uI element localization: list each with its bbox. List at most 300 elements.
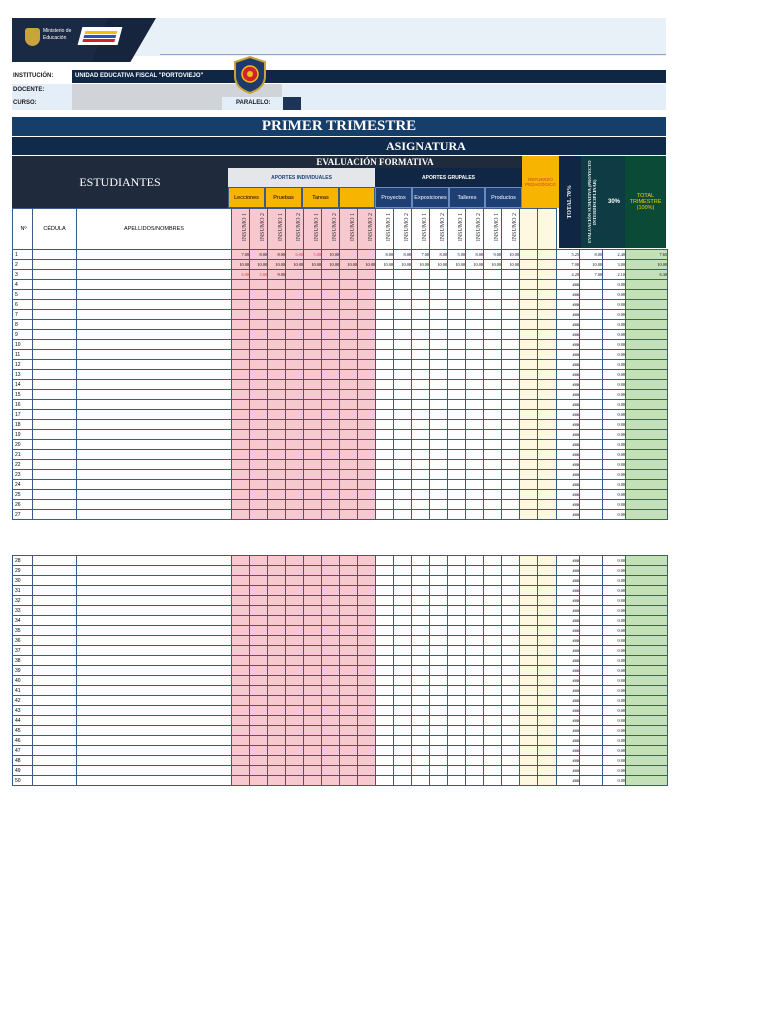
score-cell[interactable] (268, 380, 286, 390)
score-cell[interactable] (268, 586, 286, 596)
score-cell[interactable] (448, 616, 466, 626)
cedula-cell[interactable] (33, 606, 77, 616)
score-cell[interactable] (376, 726, 394, 736)
score-cell[interactable] (340, 340, 358, 350)
score-cell[interactable] (448, 606, 466, 616)
cedula-cell[interactable] (33, 290, 77, 300)
score-cell[interactable] (358, 666, 376, 676)
score-cell[interactable] (448, 510, 466, 520)
score-cell[interactable] (412, 766, 430, 776)
score-cell[interactable]: 6.00 (286, 250, 304, 260)
refuerzo-cell[interactable] (520, 430, 538, 440)
score-cell[interactable] (502, 310, 520, 320)
refuerzo-cell[interactable] (538, 646, 557, 656)
score-cell[interactable] (412, 450, 430, 460)
refuerzo-cell[interactable] (538, 280, 557, 290)
refuerzo-cell[interactable] (538, 300, 557, 310)
score-cell[interactable] (268, 726, 286, 736)
score-cell[interactable] (394, 310, 412, 320)
sumativa-cell[interactable] (580, 330, 603, 340)
score-cell[interactable] (394, 736, 412, 746)
refuerzo-cell[interactable] (538, 576, 557, 586)
score-cell[interactable] (466, 360, 484, 370)
score-cell[interactable] (376, 400, 394, 410)
score-cell[interactable] (304, 370, 322, 380)
nombre-cell[interactable] (77, 636, 232, 646)
nombre-cell[interactable] (77, 320, 232, 330)
score-cell[interactable] (232, 430, 250, 440)
score-cell[interactable] (232, 370, 250, 380)
score-cell[interactable] (376, 300, 394, 310)
score-cell[interactable] (448, 450, 466, 460)
score-cell[interactable] (394, 270, 412, 280)
cedula-cell[interactable] (33, 736, 77, 746)
score-cell[interactable]: 10.00 (268, 260, 286, 270)
score-cell[interactable] (394, 500, 412, 510)
score-cell[interactable] (412, 706, 430, 716)
score-cell[interactable] (268, 280, 286, 290)
score-cell[interactable] (322, 626, 340, 636)
refuerzo-cell[interactable] (520, 696, 538, 706)
score-cell[interactable] (448, 500, 466, 510)
nombre-cell[interactable] (77, 596, 232, 606)
score-cell[interactable] (466, 300, 484, 310)
score-cell[interactable] (358, 480, 376, 490)
score-cell[interactable]: 7.00 (232, 250, 250, 260)
score-cell[interactable] (448, 636, 466, 646)
score-cell[interactable] (394, 340, 412, 350)
score-cell[interactable] (394, 756, 412, 766)
score-cell[interactable] (358, 390, 376, 400)
refuerzo-cell[interactable] (538, 706, 557, 716)
score-cell[interactable] (322, 616, 340, 626)
score-cell[interactable] (502, 556, 520, 566)
score-cell[interactable] (250, 586, 268, 596)
score-cell[interactable] (304, 280, 322, 290)
score-cell[interactable] (448, 280, 466, 290)
nombre-cell[interactable] (77, 626, 232, 636)
score-cell[interactable] (340, 736, 358, 746)
score-cell[interactable] (484, 390, 502, 400)
nombre-cell[interactable] (77, 480, 232, 490)
score-cell[interactable] (322, 290, 340, 300)
score-cell[interactable] (448, 686, 466, 696)
score-cell[interactable] (232, 460, 250, 470)
score-cell[interactable] (466, 706, 484, 716)
score-cell[interactable] (340, 576, 358, 586)
nombre-cell[interactable] (77, 576, 232, 586)
score-cell[interactable] (394, 420, 412, 430)
score-cell[interactable] (358, 766, 376, 776)
refuerzo-cell[interactable] (520, 626, 538, 636)
score-cell[interactable] (286, 500, 304, 510)
score-cell[interactable] (322, 480, 340, 490)
refuerzo-cell[interactable] (538, 410, 557, 420)
score-cell[interactable] (286, 606, 304, 616)
score-cell[interactable] (502, 460, 520, 470)
score-cell[interactable] (304, 470, 322, 480)
score-cell[interactable] (394, 400, 412, 410)
score-cell[interactable] (466, 380, 484, 390)
score-cell[interactable] (394, 746, 412, 756)
score-cell[interactable] (394, 350, 412, 360)
score-cell[interactable] (394, 776, 412, 786)
cedula-cell[interactable] (33, 460, 77, 470)
score-cell[interactable] (484, 480, 502, 490)
nombre-cell[interactable] (77, 470, 232, 480)
score-cell[interactable] (502, 270, 520, 280)
score-cell[interactable] (412, 470, 430, 480)
score-cell[interactable] (484, 430, 502, 440)
score-cell[interactable] (466, 280, 484, 290)
score-cell[interactable] (268, 626, 286, 636)
score-cell[interactable] (232, 606, 250, 616)
score-cell[interactable] (304, 746, 322, 756)
score-cell[interactable] (466, 420, 484, 430)
score-cell[interactable] (448, 370, 466, 380)
sumativa-cell[interactable] (580, 370, 603, 380)
nombre-cell[interactable] (77, 556, 232, 566)
nombre-cell[interactable] (77, 410, 232, 420)
score-cell[interactable] (484, 576, 502, 586)
score-cell[interactable]: 10.00 (286, 260, 304, 270)
score-cell[interactable] (304, 736, 322, 746)
score-cell[interactable] (322, 686, 340, 696)
nombre-cell[interactable] (77, 420, 232, 430)
score-cell[interactable] (250, 420, 268, 430)
score-cell[interactable] (484, 626, 502, 636)
sumativa-cell[interactable]: 7.00 (580, 270, 603, 280)
score-cell[interactable] (502, 606, 520, 616)
score-cell[interactable] (502, 736, 520, 746)
score-cell[interactable] (286, 320, 304, 330)
score-cell[interactable] (412, 270, 430, 280)
score-cell[interactable] (268, 410, 286, 420)
score-cell[interactable] (466, 320, 484, 330)
cedula-cell[interactable] (33, 726, 77, 736)
score-cell[interactable] (250, 410, 268, 420)
score-cell[interactable] (286, 576, 304, 586)
score-cell[interactable] (376, 450, 394, 460)
refuerzo-cell[interactable] (538, 420, 557, 430)
score-cell[interactable] (358, 626, 376, 636)
score-cell[interactable]: 10.00 (250, 260, 268, 270)
score-cell[interactable] (394, 586, 412, 596)
score-cell[interactable] (232, 706, 250, 716)
score-cell[interactable] (250, 290, 268, 300)
score-cell[interactable] (358, 460, 376, 470)
score-cell[interactable] (268, 736, 286, 746)
score-cell[interactable] (286, 696, 304, 706)
score-cell[interactable] (484, 676, 502, 686)
nombre-cell[interactable] (77, 510, 232, 520)
score-cell[interactable]: 8.00 (430, 250, 448, 260)
score-cell[interactable] (466, 410, 484, 420)
score-cell[interactable] (322, 450, 340, 460)
cedula-cell[interactable] (33, 636, 77, 646)
score-cell[interactable] (304, 460, 322, 470)
score-cell[interactable] (502, 616, 520, 626)
score-cell[interactable]: 9.00 (484, 250, 502, 260)
score-cell[interactable] (412, 400, 430, 410)
refuerzo-cell[interactable] (520, 616, 538, 626)
refuerzo-cell[interactable] (520, 420, 538, 430)
refuerzo-cell[interactable] (520, 666, 538, 676)
cedula-cell[interactable] (33, 696, 77, 706)
score-cell[interactable] (394, 626, 412, 636)
cedula-cell[interactable] (33, 310, 77, 320)
score-cell[interactable] (268, 576, 286, 586)
score-cell[interactable] (358, 270, 376, 280)
score-cell[interactable] (412, 686, 430, 696)
score-cell[interactable] (250, 460, 268, 470)
score-cell[interactable]: 10.00 (448, 260, 466, 270)
score-cell[interactable] (250, 280, 268, 290)
refuerzo-cell[interactable] (520, 450, 538, 460)
refuerzo-cell[interactable] (538, 766, 557, 776)
score-cell[interactable] (412, 350, 430, 360)
score-cell[interactable] (466, 736, 484, 746)
score-cell[interactable] (412, 756, 430, 766)
score-cell[interactable] (448, 320, 466, 330)
score-cell[interactable] (430, 726, 448, 736)
score-cell[interactable] (358, 636, 376, 646)
score-cell[interactable] (322, 340, 340, 350)
score-cell[interactable] (430, 606, 448, 616)
score-cell[interactable] (412, 666, 430, 676)
score-cell[interactable] (250, 556, 268, 566)
score-cell[interactable] (340, 300, 358, 310)
score-cell[interactable] (286, 330, 304, 340)
score-cell[interactable] (502, 360, 520, 370)
cedula-cell[interactable] (33, 716, 77, 726)
score-cell[interactable] (232, 756, 250, 766)
score-cell[interactable] (394, 716, 412, 726)
score-cell[interactable] (232, 656, 250, 666)
cedula-cell[interactable] (33, 420, 77, 430)
score-cell[interactable] (304, 350, 322, 360)
score-cell[interactable]: 10.00 (358, 260, 376, 270)
score-cell[interactable] (466, 666, 484, 676)
nombre-cell[interactable] (77, 300, 232, 310)
score-cell[interactable] (376, 390, 394, 400)
score-cell[interactable] (484, 766, 502, 776)
cedula-cell[interactable] (33, 280, 77, 290)
nombre-cell[interactable] (77, 280, 232, 290)
score-cell[interactable] (232, 566, 250, 576)
score-cell[interactable] (376, 480, 394, 490)
refuerzo-cell[interactable] (538, 270, 557, 280)
score-cell[interactable] (430, 666, 448, 676)
score-cell[interactable] (448, 566, 466, 576)
score-cell[interactable] (430, 500, 448, 510)
score-cell[interactable] (304, 410, 322, 420)
refuerzo-cell[interactable] (520, 676, 538, 686)
score-cell[interactable] (466, 350, 484, 360)
score-cell[interactable] (232, 556, 250, 566)
score-cell[interactable] (268, 776, 286, 786)
sumativa-cell[interactable] (580, 706, 603, 716)
score-cell[interactable] (340, 706, 358, 716)
refuerzo-cell[interactable] (520, 656, 538, 666)
score-cell[interactable] (412, 606, 430, 616)
score-cell[interactable] (412, 576, 430, 586)
nombre-cell[interactable] (77, 350, 232, 360)
score-cell[interactable] (412, 636, 430, 646)
score-cell[interactable] (358, 440, 376, 450)
score-cell[interactable] (466, 330, 484, 340)
score-cell[interactable] (466, 596, 484, 606)
score-cell[interactable] (358, 280, 376, 290)
score-cell[interactable] (412, 566, 430, 576)
score-cell[interactable] (250, 450, 268, 460)
score-cell[interactable] (268, 500, 286, 510)
score-cell[interactable] (376, 410, 394, 420)
refuerzo-cell[interactable] (520, 390, 538, 400)
score-cell[interactable] (322, 676, 340, 686)
score-cell[interactable] (412, 430, 430, 440)
score-cell[interactable] (484, 420, 502, 430)
score-cell[interactable] (358, 310, 376, 320)
score-cell[interactable] (340, 250, 358, 260)
sumativa-cell[interactable] (580, 490, 603, 500)
score-cell[interactable] (466, 290, 484, 300)
score-cell[interactable] (268, 666, 286, 676)
score-cell[interactable] (286, 656, 304, 666)
score-cell[interactable] (286, 350, 304, 360)
score-cell[interactable] (394, 556, 412, 566)
score-cell[interactable] (286, 410, 304, 420)
score-cell[interactable] (376, 706, 394, 716)
score-cell[interactable] (376, 380, 394, 390)
score-cell[interactable] (232, 290, 250, 300)
score-cell[interactable] (322, 360, 340, 370)
score-cell[interactable] (232, 360, 250, 370)
score-cell[interactable] (430, 420, 448, 430)
refuerzo-cell[interactable] (520, 400, 538, 410)
score-cell[interactable] (304, 330, 322, 340)
score-cell[interactable] (304, 510, 322, 520)
score-cell[interactable] (394, 686, 412, 696)
score-cell[interactable] (286, 776, 304, 786)
score-cell[interactable] (430, 566, 448, 576)
score-cell[interactable] (376, 596, 394, 606)
score-cell[interactable] (268, 370, 286, 380)
score-cell[interactable] (286, 370, 304, 380)
score-cell[interactable] (250, 440, 268, 450)
sumativa-cell[interactable] (580, 500, 603, 510)
score-cell[interactable] (250, 676, 268, 686)
score-cell[interactable] (358, 500, 376, 510)
score-cell[interactable] (412, 360, 430, 370)
score-cell[interactable] (250, 576, 268, 586)
score-cell[interactable] (376, 340, 394, 350)
score-cell[interactable] (322, 280, 340, 290)
score-cell[interactable] (376, 676, 394, 686)
nombre-cell[interactable] (77, 766, 232, 776)
score-cell[interactable] (232, 330, 250, 340)
refuerzo-cell[interactable] (538, 310, 557, 320)
nombre-cell[interactable] (77, 330, 232, 340)
score-cell[interactable]: 8.00 (376, 250, 394, 260)
score-cell[interactable] (268, 440, 286, 450)
score-cell[interactable] (394, 656, 412, 666)
score-cell[interactable] (502, 290, 520, 300)
score-cell[interactable] (340, 616, 358, 626)
nombre-cell[interactable] (77, 270, 232, 280)
score-cell[interactable] (268, 340, 286, 350)
score-cell[interactable] (304, 656, 322, 666)
score-cell[interactable] (466, 716, 484, 726)
score-cell[interactable] (304, 706, 322, 716)
score-cell[interactable] (466, 756, 484, 766)
score-cell[interactable] (412, 380, 430, 390)
score-cell[interactable] (502, 656, 520, 666)
score-cell[interactable] (448, 646, 466, 656)
score-cell[interactable] (232, 596, 250, 606)
score-cell[interactable] (340, 656, 358, 666)
score-cell[interactable] (250, 300, 268, 310)
sumativa-cell[interactable] (580, 586, 603, 596)
score-cell[interactable] (232, 510, 250, 520)
score-cell[interactable] (250, 320, 268, 330)
score-cell[interactable] (340, 280, 358, 290)
refuerzo-cell[interactable] (520, 320, 538, 330)
score-cell[interactable] (232, 280, 250, 290)
score-cell[interactable] (340, 646, 358, 656)
score-cell[interactable] (250, 480, 268, 490)
score-cell[interactable] (268, 766, 286, 776)
score-cell[interactable] (340, 460, 358, 470)
score-cell[interactable] (376, 510, 394, 520)
score-cell[interactable] (268, 636, 286, 646)
score-cell[interactable] (268, 430, 286, 440)
cedula-cell[interactable] (33, 380, 77, 390)
score-cell[interactable] (430, 586, 448, 596)
score-cell[interactable] (430, 596, 448, 606)
score-cell[interactable] (358, 586, 376, 596)
cedula-cell[interactable] (33, 410, 77, 420)
score-cell[interactable] (466, 556, 484, 566)
refuerzo-cell[interactable] (538, 656, 557, 666)
sumativa-cell[interactable] (580, 460, 603, 470)
refuerzo-cell[interactable] (520, 776, 538, 786)
score-cell[interactable] (466, 636, 484, 646)
score-cell[interactable] (268, 290, 286, 300)
score-cell[interactable] (358, 706, 376, 716)
score-cell[interactable] (304, 696, 322, 706)
score-cell[interactable] (412, 646, 430, 656)
score-cell[interactable] (466, 616, 484, 626)
score-cell[interactable] (286, 556, 304, 566)
score-cell[interactable] (430, 450, 448, 460)
score-cell[interactable] (250, 500, 268, 510)
score-cell[interactable] (394, 380, 412, 390)
score-cell[interactable]: 6.00 (232, 270, 250, 280)
score-cell[interactable] (502, 686, 520, 696)
score-cell[interactable] (358, 290, 376, 300)
sumativa-cell[interactable] (580, 300, 603, 310)
score-cell[interactable] (376, 606, 394, 616)
score-cell[interactable] (322, 696, 340, 706)
score-cell[interactable] (304, 450, 322, 460)
score-cell[interactable] (394, 410, 412, 420)
score-cell[interactable] (484, 596, 502, 606)
score-cell[interactable] (502, 626, 520, 636)
score-cell[interactable] (232, 310, 250, 320)
refuerzo-cell[interactable] (520, 280, 538, 290)
nombre-cell[interactable] (77, 566, 232, 576)
